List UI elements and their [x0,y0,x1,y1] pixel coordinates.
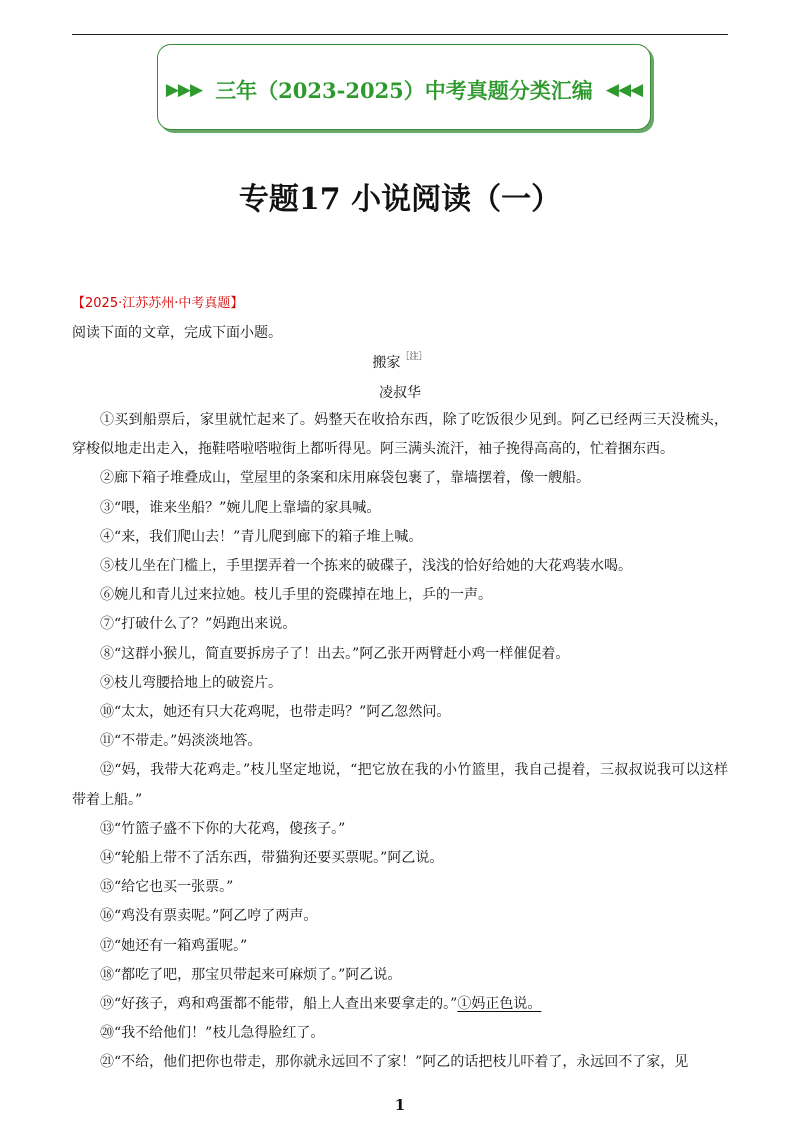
paragraph-10: ⑩“太太，她还有只大花鸡呢，也带走吗？”阿乙忽然问。 [100,704,451,721]
page-title: 专题17 小说阅读（一） [238,182,562,217]
paragraph-18: ⑱“都吃了吧，那宝贝带起来可麻烦了。”阿乙说。 [100,966,402,983]
article-author: 凌叔华 [379,385,421,401]
paragraph-2: ②廊下箱子堆叠成山，堂屋里的条案和床用麻袋包裹了，靠墙摆着，像一艘船。 [100,470,590,487]
series-banner [157,44,651,130]
paragraph-3: ③“喂，谁来坐船？”婉儿爬上靠墙的家具喊。 [100,499,381,516]
article-body [72,406,728,1078]
paragraph-9: ⑨枝儿弯腰拾地上的破瓷片。 [100,674,282,691]
paragraph-13: ⑬“竹篮子盛不下你的大花鸡，傻孩子。” [100,820,346,837]
header-rule [72,34,728,35]
paragraph-14: ⑭“轮船上带不了活东西，带猫狗还要买票呢。”阿乙说。 [100,850,444,867]
paragraph-8: ⑧“这群小猴儿，简直要拆房子了！出去。”阿乙张开两臂赶小鸡一样催促着。 [100,645,570,662]
paragraph-16: ⑯“鸡没有票卖呢。”阿乙哼了两声。 [100,908,318,925]
note-marker: ［注］ [400,352,428,362]
paragraph-4: ④“来，我们爬山去！”青儿爬到廊下的箱子堆上喊。 [100,528,423,545]
paragraph-5: ⑤枝儿坐在门槛上，手里摆弄着一个拣来的破碟子，浅浅的恰好给她的大花鸡装水喝。 [100,558,632,575]
paragraph-7: ⑦“打破什么了？”妈跑出来说。 [100,616,297,633]
paragraph-17: ⑰“她还有一箱鸡蛋呢。” [100,937,248,954]
paragraph-1: ①买到船票后，家里就忙起来了。妈整天在收拾东西，除了吃饭很少见到。阿乙已经两三天没梳头，穿梭似地走出走入，拖鞋嗒啦嗒啦街上都听得见。阿三满头流汗，袖子挽得高高的，忙着捆东西。 [72,412,728,458]
paragraph-6: ⑥婉儿和青儿过来拉她。枝儿手里的瓷碟掉在地上，乒的一声。 [100,587,492,604]
paragraph-11: ⑪“不带走。”妈淡淡地答。 [100,733,262,750]
paragraph-12: ⑫“妈，我带大花鸡走。”枝儿坚定地说，“把它放在我的小竹篮里，我自己提着，三叔叔说我可以这样带着上船。” [72,762,728,808]
source-tag: 【2025·江苏苏州·中考真题】 [72,296,244,311]
banner-title: 三年（2023-2025）中考真题分类汇编 [215,78,593,103]
right-arrows-icon: ▶▶▶ [165,80,203,100]
underlined-annotation: ①妈正色说。 [457,996,542,1013]
page-number: 1 [394,1096,406,1114]
left-arrows-icon: ◀◀◀ [605,80,643,100]
paragraph-19-text: ⑲“好孩子，鸡和鸡蛋都不能带，船上人查出来要拿走的。” [100,996,458,1013]
article-title-text: 搬家 [372,355,401,371]
paragraph-19 [72,990,728,1019]
paragraph-21: ㉑“不给，他们把你也带走，那你就永远回不了家！”阿乙的话把枝儿吓着了，永远回不了家，见 [100,1054,689,1071]
paragraph-20: ⑳“我不给他们！”枝儿急得脸红了。 [100,1025,325,1042]
paragraph-15: ⑮“给它也买一张票。” [100,879,234,896]
instruction-text: 阅读下面的文章，完成下面小题。 [72,325,282,341]
article-title [0,352,800,372]
